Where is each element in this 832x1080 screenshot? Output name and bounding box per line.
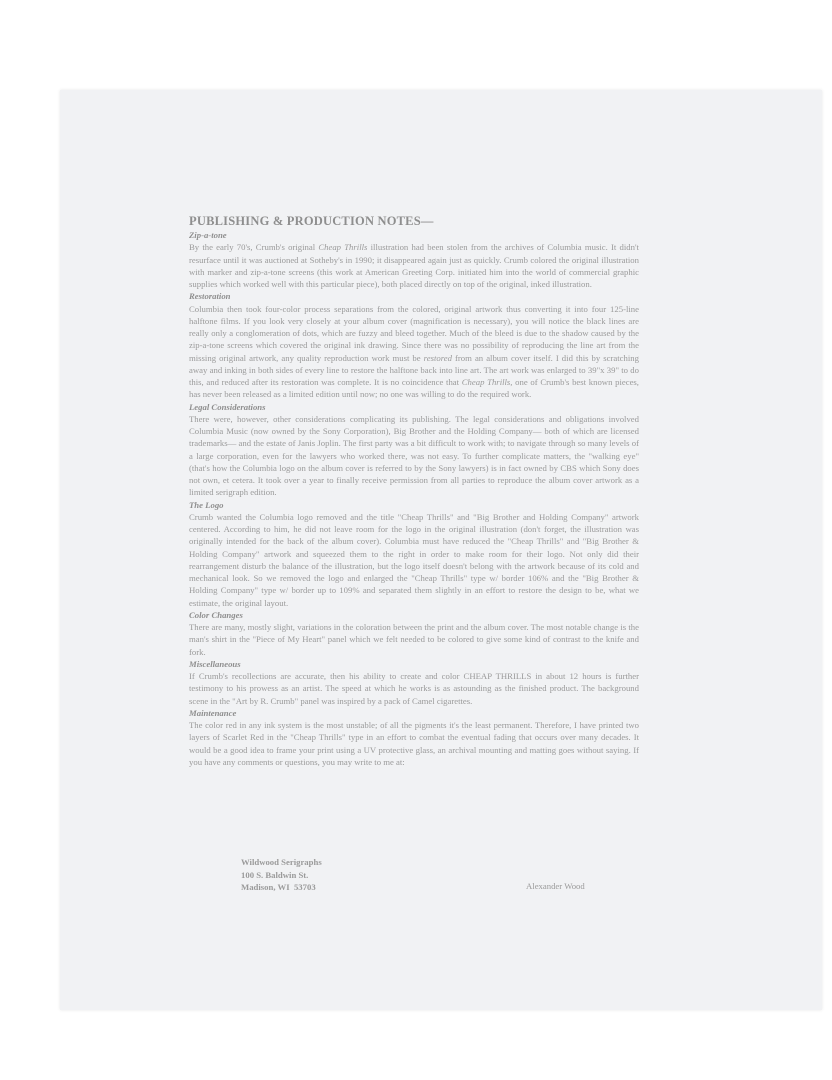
signature-name: Alexander Wood: [526, 881, 585, 891]
address-block: [241, 856, 322, 894]
page-title: PUBLISHING & PRODUCTION NOTES—: [189, 214, 434, 228]
section-heading-zip-a-tone: Zip-a-tone: [189, 230, 227, 240]
section-paragraph-color-changes: There are many, mostly slight, variations in the coloration between the print and the album cover. The most notable change is the man's shirt in the "Piece of My Heart" panel which we felt needed to be colored to give some kind of contrast to the knife and fork.: [189, 622, 639, 657]
section-paragraph-restoration: Columbia then took four-color process separations from the colored, original artwork thus converting it into four 125-line halftone films. If you look very closely at your album cover (magnification is necessary), you will notice the black lines are really only a conglomeration of dots, which are fuzzy and bleed together. Much of the bleed is due to the shadow caused by the zip-a-tone screens which covered the original ink drawing. Since there was no possibility of reproducing the line art from the missing original artwork, any quality reproduction work must be restored from an album cover itself. I did this by scratching away and inking in both sides of every line to restore the halftone back into line art. The art work was enlarged to 39"x 39" to do this, and reduced after its restoration was complete. It is no coincidence that Cheap Thrills, one of Crumb's best known pieces, has never been released as a limited edition until now; no one was willing to do the required work.: [189, 303, 639, 400]
section-heading-restoration: Restoration: [189, 291, 231, 302]
section-paragraph-maintenance: The color red in any ink system is the most unstable; of all the pigments it's the least permanent. Therefore, I have printed two layers of Scarlet Red in the "Cheap Thrills" type in an effort to combat the eventual fading that occurs over many decades. It would be a good idea to frame your print using a UV protective glass, an archival mounting and matting goes without saying. If you have any comments or questions, you may write to me at:: [189, 720, 639, 767]
section-paragraph-legal: There were, however, other considerations complicating its publishing. The legal considerations and obligations involved Columbia Music (now owned by the Sony Corporation), Big Brother and the Holding Company— both of which are licensed trademarks— and the estate of Janis Joplin. The first party was a bit difficult to work with; to navigate through so many levels of a large corporation, even for the lawyers who worked there, was not easy. To further complicate matters, the "walking eye" (that's how the Columbia logo on the album cover is referred to by the Sony lawyers) is in fact owned by CBS which Sony does not own, et cetera. It took over a year to finally receive permission from all parties to reproduce the album cover artwork as a limited serigraph edition.: [189, 413, 639, 498]
section-paragraph-miscellaneous: If Crumb's recollections are accurate, then his ability to create and color CHEAP THRILLS in about 12 hours is further testimony to his prowess as an artist. The speed at which he works is as astounding as the finished product. The background scene in the "Art by R. Crumb" panel was inspired by a pack of Camel cigarettes.: [189, 671, 639, 706]
section-heading-logo: The Logo: [189, 499, 224, 510]
section-heading-color-changes: Color Changes: [189, 609, 243, 620]
section-paragraph-zip-a-tone: By the early 70's, Crumb's original Cheap Thrills illustration had been stolen from the archives of Columbia music. It didn't resurface until it was auctioned at Sotheby's in 1990; it disappeared again just as quickly. Crumb colored the original illustration with marker and zip-a-tone screens (this work at American Greeting Corp. initiated him into the world of commercial graphic supplies which worked well with this particular piece), both placed directly on top of the original, inked illustration.: [189, 242, 639, 289]
address-line-company: Wildwood Serigraphs: [241, 857, 322, 867]
section-heading-miscellaneous: Miscellaneous: [189, 658, 241, 669]
address-line-city: Madison, WI 53703: [241, 882, 316, 892]
notes-body: [189, 213, 639, 768]
section-paragraph-logo: Crumb wanted the Columbia logo removed and the title "Cheap Thrills" and "Big Brother and Holding Company" artwork centered. According to him, he did not leave room for the logo in the original illustration (don't forget, the illustration was originally intended for the back of the album cover). Columbia must have reduced the "Cheap Thrills" and "Big Brother & Holding Company" artwork and squeezed them to the right in order to make room for their logo. Not only did their rearrangement disturb the balance of the illustration, but the logo itself doesn't belong with the artwork because of its cold and mechanical look. So we removed the logo and enlarged the "Cheap Thrills" type w/ border 106% and the "Big Brother & Holding Company" type w/ border up to 109% and separated them slightly in an effort to restore the design to be, what we estimate, the original layout.: [189, 511, 639, 608]
section-heading-maintenance: Maintenance: [189, 707, 237, 718]
section-heading-legal: Legal Considerations: [189, 401, 266, 412]
address-line-street: 100 S. Baldwin St.: [241, 869, 309, 880]
